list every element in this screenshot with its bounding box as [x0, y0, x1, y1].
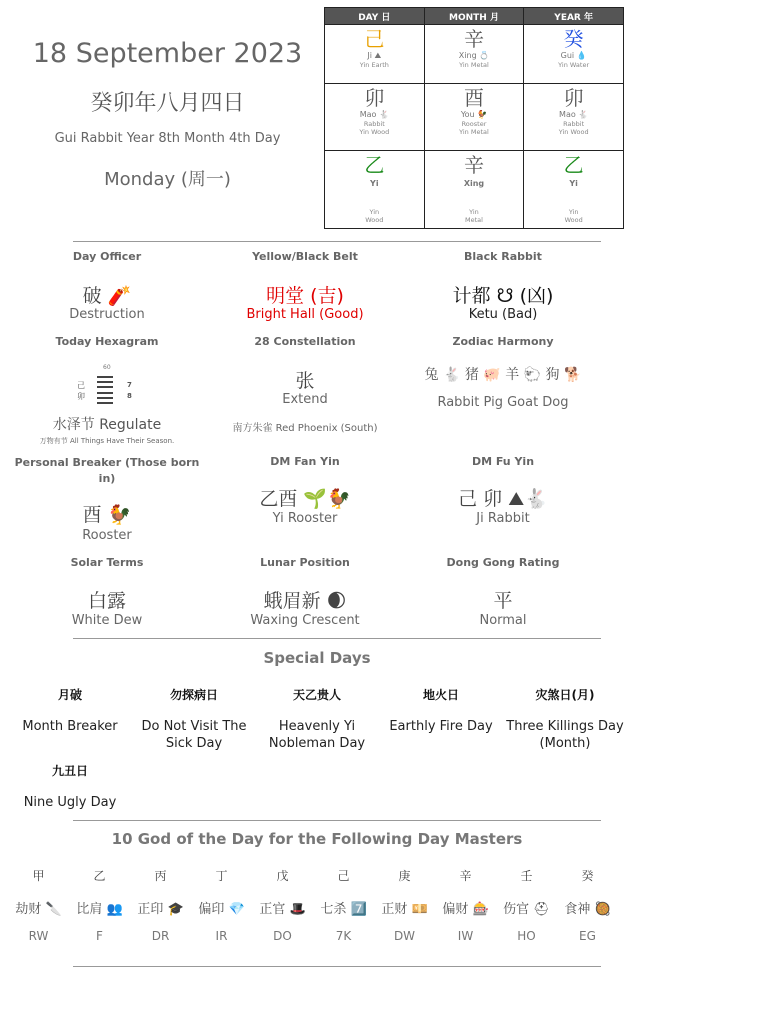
fan-yin-label: DM Fan Yin [270, 455, 340, 468]
stem-cell-month [424, 25, 524, 84]
firecracker-icon: 🧨 [107, 285, 132, 307]
rooster-icon: 🐓 [477, 110, 488, 119]
god-stem: 癸 [581, 869, 594, 883]
god-stem: 丁 [215, 869, 228, 883]
hidden-stem-cell-day [325, 151, 425, 229]
god-stem: 戊 [276, 869, 289, 883]
hexagram-line [97, 402, 113, 404]
branch-cell-year [524, 84, 624, 151]
god-stem: 己 [337, 869, 350, 883]
god-name: 伤官 ⛑ [503, 902, 550, 917]
constellation-region: 南方朱雀 Red Phoenix (South) [232, 423, 378, 434]
branch-cell-month [424, 84, 524, 151]
day-officer-en: Destruction [69, 307, 145, 322]
stem-pinyin: Gui [560, 51, 575, 60]
branch-char: 酉 [463, 86, 484, 110]
hidden-stem-char: 乙 [563, 153, 584, 177]
hexagram-label: Today Hexagram [55, 335, 159, 348]
pillar-header-year: YEAR 年 [524, 8, 624, 25]
solar-label: Solar Terms [70, 556, 144, 569]
divider [73, 638, 601, 639]
hexagram-line [97, 376, 113, 378]
dong-gong-label: Dong Gong Rating [446, 556, 560, 569]
god-name: 比肩 👥 [76, 902, 123, 917]
hexagram-upper-stem: 己 [77, 381, 85, 390]
stem-pinyin: Xing [458, 51, 477, 60]
belt-cn: 明堂 (吉) [266, 285, 344, 307]
god-abbr: DR [151, 929, 170, 943]
fu-yin-label: DM Fu Yin [471, 455, 535, 468]
special-day-cn: 天乙贵人 [292, 688, 341, 702]
black-rabbit-en: Ketu (Bad) [468, 307, 538, 322]
divider [73, 966, 601, 967]
pillars-table [324, 7, 624, 229]
hidden-stem-element: Wood [365, 216, 384, 224]
god-abbr: IR [215, 929, 228, 943]
hexagram-side-bottom: 8 [127, 392, 132, 400]
weekday: Monday (周一) [104, 169, 231, 190]
special-day-cn: 灾煞日(月) [535, 688, 595, 702]
solar-cn: 白露 [87, 590, 126, 612]
stem-char: 己 [364, 27, 385, 51]
day-officer-label: Day Officer [72, 250, 142, 263]
special-day-cn: 地火日 [422, 688, 459, 702]
god-name: 劫财 🔪 [15, 902, 62, 917]
god-stem: 甲 [32, 869, 45, 883]
branch-element: Yin Metal [459, 128, 489, 136]
hidden-stem-polarity: Yin [568, 208, 579, 216]
divider [73, 241, 601, 242]
breaker-label: Personal Breaker (Those born in) [14, 456, 200, 485]
harmony-en: Rabbit Pig Goat Dog [437, 395, 569, 410]
god-name: 食神 🥘 [564, 902, 611, 917]
ten-gods-title: 10 God of the Day for the Following Day Masters [111, 830, 523, 848]
rabbit-icon: 🐇 [578, 110, 589, 119]
hidden-stem-pinyin: Yi [569, 179, 578, 188]
special-days-title: Special Days [263, 649, 371, 667]
god-stem: 丙 [154, 869, 167, 883]
fu-yin-cn: 己 卯 ⛰🐇 [458, 488, 548, 510]
rabbit-icon: 🐇 [378, 110, 389, 119]
hexagram-lower-stem: 卯 [77, 392, 85, 401]
belt-label: Yellow/Black Belt [252, 250, 358, 263]
breaker-en: Rooster [82, 528, 132, 543]
hidden-stem-element: Metal [465, 216, 483, 224]
god-abbr: DW [393, 929, 416, 943]
black-rabbit-label: Black Rabbit [464, 250, 542, 263]
stem-element: Yin Water [558, 61, 590, 69]
god-name: 正财 💴 [381, 902, 428, 917]
stem-cell-year [524, 25, 624, 84]
branch-char: 卯 [364, 86, 385, 110]
fan-yin-cn: 乙酉 🌱🐓 [259, 488, 351, 510]
god-stem: 乙 [93, 869, 106, 883]
god-name: 正官 🎩 [259, 902, 306, 917]
hidden-stem-char: 辛 [463, 153, 484, 177]
branch-element: Yin Wood [558, 128, 589, 136]
god-abbr: HO [517, 929, 536, 943]
god-abbr: F [96, 929, 103, 943]
pillar-header-day: DAY 日 [325, 8, 425, 25]
hidden-stem-polarity: Yin [469, 208, 479, 216]
constellation-cn: 张 [295, 370, 315, 392]
special-day-en: Heavenly Yi Nobleman Day [268, 719, 366, 751]
harmony-animals: 兔 🐇 猪 🐖 羊 🐑 狗 🐕 [424, 367, 582, 383]
branch-animal: Rabbit [563, 120, 585, 128]
special-day-en: Three Killings Day (Month) [506, 719, 624, 751]
divider [73, 820, 601, 821]
branch-pinyin: You [460, 110, 475, 119]
branch-element: Yin Wood [359, 128, 390, 136]
ten-gods-names-row [8, 898, 624, 918]
hidden-stem-pinyin: Xing [463, 179, 485, 188]
date-title: 18 September 2023 [32, 38, 303, 69]
god-stem: 辛 [459, 869, 472, 883]
god-abbr: IW [457, 929, 474, 943]
lunar-label: Lunar Position [260, 556, 350, 569]
hidden-stem-polarity: Yin [369, 208, 380, 216]
god-abbr: DO [273, 929, 292, 943]
constellation-label: 28 Constellation [254, 335, 356, 348]
branch-char: 卯 [563, 86, 584, 110]
special-day-cn: 勿探病日 [169, 688, 218, 702]
dong-gong-cn: 平 [493, 590, 513, 612]
hexagram-line [97, 392, 113, 394]
dong-gong-en: Normal [479, 613, 527, 628]
special-day-en: Do Not Visit The Sick Day [141, 719, 247, 751]
stem-element: Yin Earth [359, 61, 389, 69]
hexagram-name: 水泽节 Regulate [52, 417, 162, 433]
hexagram-line [97, 397, 113, 399]
god-name: 偏财 🎰 [442, 902, 489, 917]
special-day-cn: 九丑日 [51, 764, 88, 778]
lunar-date-english: Gui Rabbit Year 8th Month 4th Day [54, 131, 281, 146]
branch-cell-day [325, 84, 425, 151]
hexagram-line [97, 381, 113, 383]
constellation-en: Extend [282, 392, 328, 407]
hexagram-line [97, 386, 113, 388]
fu-yin-en: Ji Rabbit [476, 511, 530, 526]
god-name: 正印 🎓 [137, 902, 184, 917]
stem-char: 癸 [563, 27, 584, 51]
god-abbr: EG [579, 929, 596, 943]
ring-icon: 💍 [479, 51, 490, 60]
hexagram-graphic [77, 364, 147, 410]
hidden-stem-char: 乙 [364, 153, 385, 177]
stem-element: Yin Metal [459, 61, 489, 69]
hexagram-note: 万物有节 All Things Have Their Season. [39, 437, 175, 445]
god-name: 偏印 💎 [198, 902, 245, 917]
branch-animal: Rooster [461, 120, 487, 128]
breaker-cn: 酉 🐓 [82, 504, 132, 526]
pillar-header-month: MONTH 月 [424, 8, 524, 25]
special-day-en: Earthly Fire Day [389, 719, 493, 734]
day-officer-cn: 破 [82, 285, 102, 307]
god-name: 七杀 7️⃣ [320, 902, 367, 917]
ten-gods-abbr-row [8, 929, 624, 949]
day-officer-value [7, 281, 207, 308]
harmony-label: Zodiac Harmony [452, 335, 554, 348]
special-day-en: Nine Ugly Day [23, 795, 117, 810]
hidden-stem-cell-year [524, 151, 624, 229]
god-abbr: 7K [335, 929, 352, 943]
lunar-en: Waxing Crescent [250, 613, 360, 628]
lunar-cn: 蛾眉新 🌒 [263, 590, 347, 612]
hidden-stem-element: Wood [564, 216, 583, 224]
branch-animal: Rabbit [363, 120, 385, 128]
branch-pinyin: Mao [559, 110, 576, 119]
stem-cell-day [325, 25, 425, 84]
god-abbr: RW [28, 929, 49, 943]
hidden-stem-pinyin: Yi [370, 179, 379, 188]
lunar-date-chinese: 癸卯年八月四日 [90, 91, 245, 116]
black-rabbit-cn: 计都 ☋ (凶) [452, 285, 554, 307]
belt-en: Bright Hall (Good) [246, 307, 364, 322]
branch-pinyin: Mao [359, 110, 377, 119]
hexagram-side-top: 7 [127, 381, 132, 389]
stem-pinyin: Ji [367, 51, 372, 60]
ten-gods-stems-row [8, 867, 624, 887]
mountain-icon: ⛰ [374, 51, 382, 60]
special-day-cn: 月破 [57, 688, 82, 702]
stem-char: 辛 [463, 27, 484, 51]
special-day-en: Month Breaker [22, 719, 118, 734]
god-stem: 壬 [520, 869, 533, 883]
hidden-stem-cell-month [424, 151, 524, 229]
water-drop-icon: 💧 [576, 51, 587, 60]
god-stem: 庚 [398, 869, 411, 883]
hexagram-number: 60 [103, 364, 111, 371]
solar-en: White Dew [71, 613, 143, 628]
fan-yin-en: Yi Rooster [272, 511, 338, 526]
